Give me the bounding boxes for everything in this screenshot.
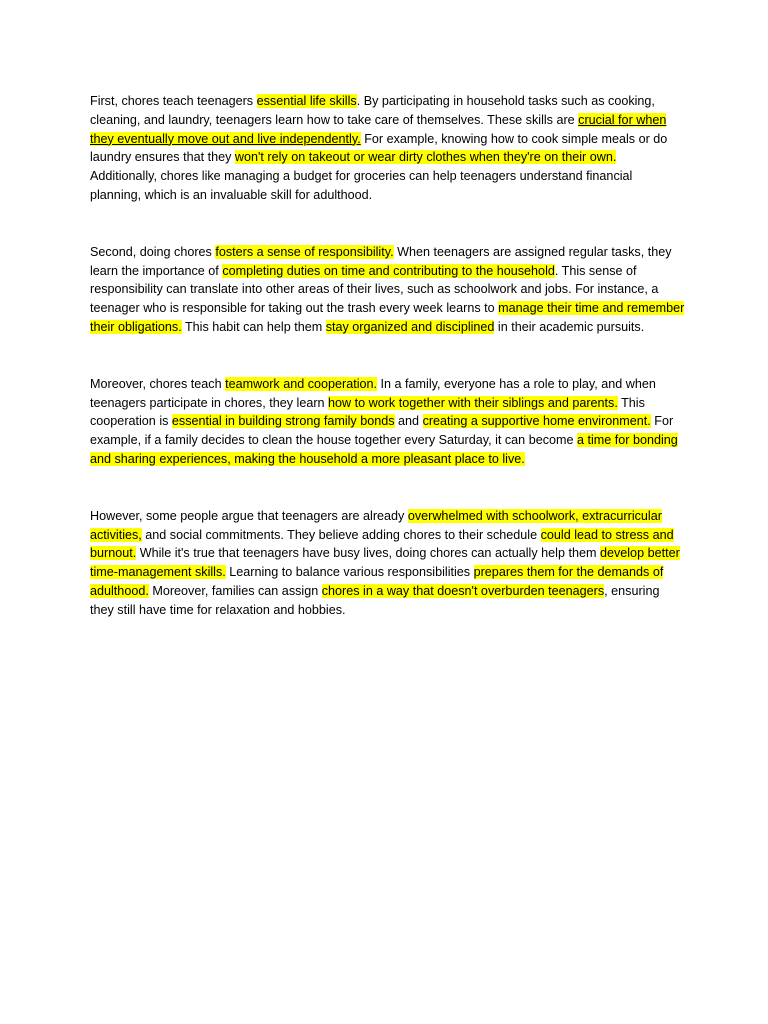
- text-segment: First, chores teach teenagers: [90, 94, 257, 108]
- text-segment: . This sense of responsibility can translate into other areas of their lives, such as schoolwork and jobs. For instance, a teenager who is responsible for taking out the trash every week learns to: [90, 263, 659, 316]
- highlighted-phrase: completing duties on time and contributing to the household: [222, 263, 555, 278]
- text-segment: This cooperation is: [90, 395, 645, 429]
- text-segment: Moreover, families can assign: [148, 583, 322, 598]
- text-segment: Moreover, chores teach: [90, 376, 226, 391]
- text-segment: Second, doing chores: [90, 244, 216, 259]
- text-segment: While it's true that teenagers have busy lives, doing chores can actually help them: [136, 546, 600, 561]
- highlighted-phrase: manage their time and remember their obligations.: [90, 301, 685, 334]
- text-segment: When teenagers are assigned regular tasks, they learn the importance of: [90, 244, 672, 278]
- highlighted-phrase: a time for bonding and sharing experiences, making the household a more pleasant place to live.: [90, 433, 678, 466]
- text-segment: This habit can help them: [181, 319, 326, 334]
- highlighted-phrase: stay organized and disciplined: [325, 319, 495, 334]
- highlighted-phrase: won't rely on takeout or wear dirty clothes when they're on their own.: [234, 150, 617, 165]
- text-segment: , ensuring they still have time for relaxation and hobbies.: [90, 583, 660, 617]
- highlighted-phrase: could lead to stress and burnout.: [90, 527, 674, 561]
- highlighted-phrase: essential life skills: [256, 94, 357, 108]
- highlighted-phrase: develop better time-management skills.: [90, 546, 680, 580]
- highlighted-phrase: how to work together with their siblings and parents.: [328, 395, 618, 410]
- highlighted-phrase: creating a supportive home environment.: [422, 414, 651, 429]
- text-segment: and social commitments. They believe adding chores to their schedule: [141, 527, 541, 542]
- text-segment: However, some people argue that teenagers are already: [90, 508, 408, 523]
- highlighted-phrase: fosters a sense of responsibility.: [215, 244, 394, 259]
- paragraph-1: [90, 92, 686, 205]
- highlighted-phrase: prepares them for the demands of adulthood.: [90, 565, 664, 598]
- highlighted-phrase: overwhelmed with schoolwork, extracurricular activities,: [90, 508, 662, 542]
- text-segment: . By participating in household tasks such as cooking, cleaning, and laundry, teenagers learn how to take care of themselves. These skills are: [90, 94, 655, 127]
- document-page: [90, 92, 686, 658]
- text-segment: For example, knowing how to cook simple meals or do laundry ensures that they: [90, 131, 668, 165]
- text-segment: For example, if a family decides to clean the house together every Saturday, it can become: [90, 414, 674, 448]
- text-segment: Learning to balance various responsibilities: [225, 565, 474, 580]
- paragraph-3: [90, 375, 686, 469]
- highlighted-underlined-phrase: crucial for when they eventually move out and live independently.: [90, 112, 667, 146]
- paragraph-4: [90, 507, 686, 620]
- text-segment: and: [394, 414, 423, 429]
- text-segment: in their academic pursuits.: [494, 319, 645, 334]
- paragraph-2: [90, 243, 686, 337]
- highlighted-phrase: essential in building strong family bonds: [171, 414, 395, 429]
- text-segment: Additionally, chores like managing a budget for groceries can help teenagers understand financial planning, which is an invaluable skill for adulthood.: [90, 169, 633, 202]
- highlighted-phrase: chores in a way that doesn't overburden teenagers: [321, 583, 605, 598]
- highlighted-phrase: teamwork and cooperation.: [225, 376, 378, 391]
- text-segment: In a family, everyone has a role to play, and when teenagers participate in chores, they learn: [90, 376, 656, 410]
